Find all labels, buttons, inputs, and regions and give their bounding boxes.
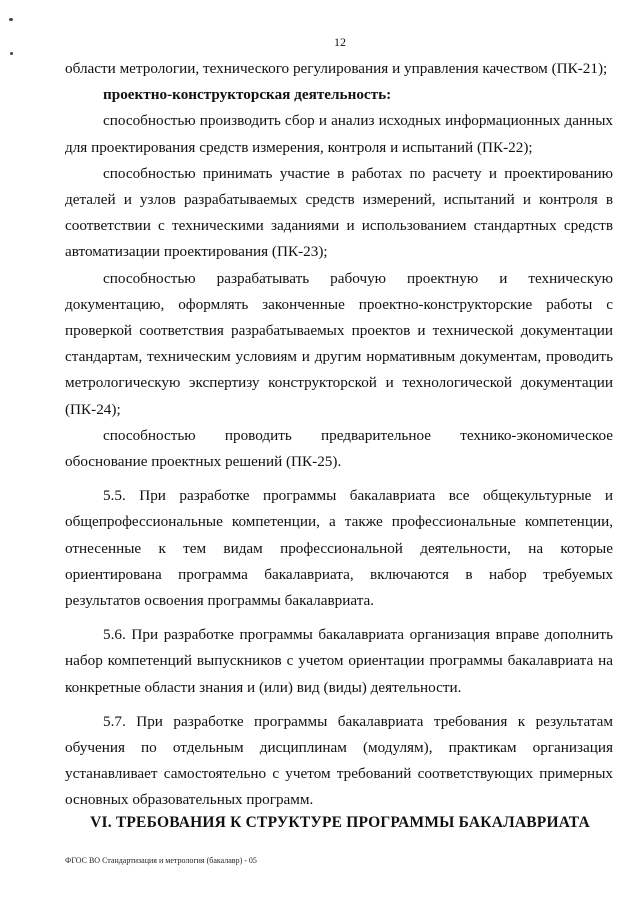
scan-mark (10, 52, 13, 55)
footer-text: ФГОС ВО Стандартизация и метрология (бакалавр) - 05 (65, 856, 257, 865)
paragraph: способностью разрабатывать рабочую проектную и техническую документацию, оформлять законченные проектно-конструкторские работы с проверкой соответствия разрабатываемых проектов и технической документации стандартам, техническим условиям и другим нормативным документам, проводить метрологическую экспертизу конструкторской и технологической документации (ПК-24); (65, 269, 613, 418)
body-text (65, 56, 613, 814)
subheading: проектно-конструкторская деятельность: (103, 86, 392, 104)
page-number: 12 (334, 35, 346, 49)
paragraph: области метрологии, технического регулирования и управления качеством (ПК-21); (65, 60, 608, 77)
paragraph: способностью производить сбор и анализ исходных информационных данных для проектирования средств измерения, контроля и испытаний (ПК-22); (65, 112, 613, 156)
paragraph: способностью проводить предварительное технико-экономическое обоснование проектных решений (ПК-25). (65, 426, 613, 471)
section-heading: VI. ТРЕБОВАНИЯ К СТРУКТУРЕ ПРОГРАММЫ БАКАЛАВРИАТА (90, 814, 590, 831)
paragraph: 5.7. При разработке программы бакалавриата требования к результатам обучения по отдельным дисциплинам (модулям), практикам организация устанавливает самостоятельно с учетом требований соответствующих примерных основных образовательных программ. (65, 712, 613, 809)
paragraph: 5.6. При разработке программы бакалавриата организация вправе дополнить набор компетенций выпускников с учетом ориентации программы бакалавриата на конкретные области знания и (или) вид (виды) деятельности. (65, 626, 613, 696)
paragraph: 5.5. При разработке программы бакалавриата все общекультурные и общепрофессиональные компетенции, а также профессиональные компетенции, отнесенные к тем видам профессиональной деятельности, на которые ориентирована программа бакалавриата, включаются в набор требуемых результатов освоения программы бакалавриата. (65, 487, 613, 610)
paragraph: способностью принимать участие в работах по расчету и проектированию деталей и узлов разрабатываемых средств измерений, испытаний и контроля в соответствии с техническими заданиями и использованием стандартных средств автоматизации проектирования (ПК-23); (65, 164, 613, 261)
scan-mark (9, 18, 13, 21)
